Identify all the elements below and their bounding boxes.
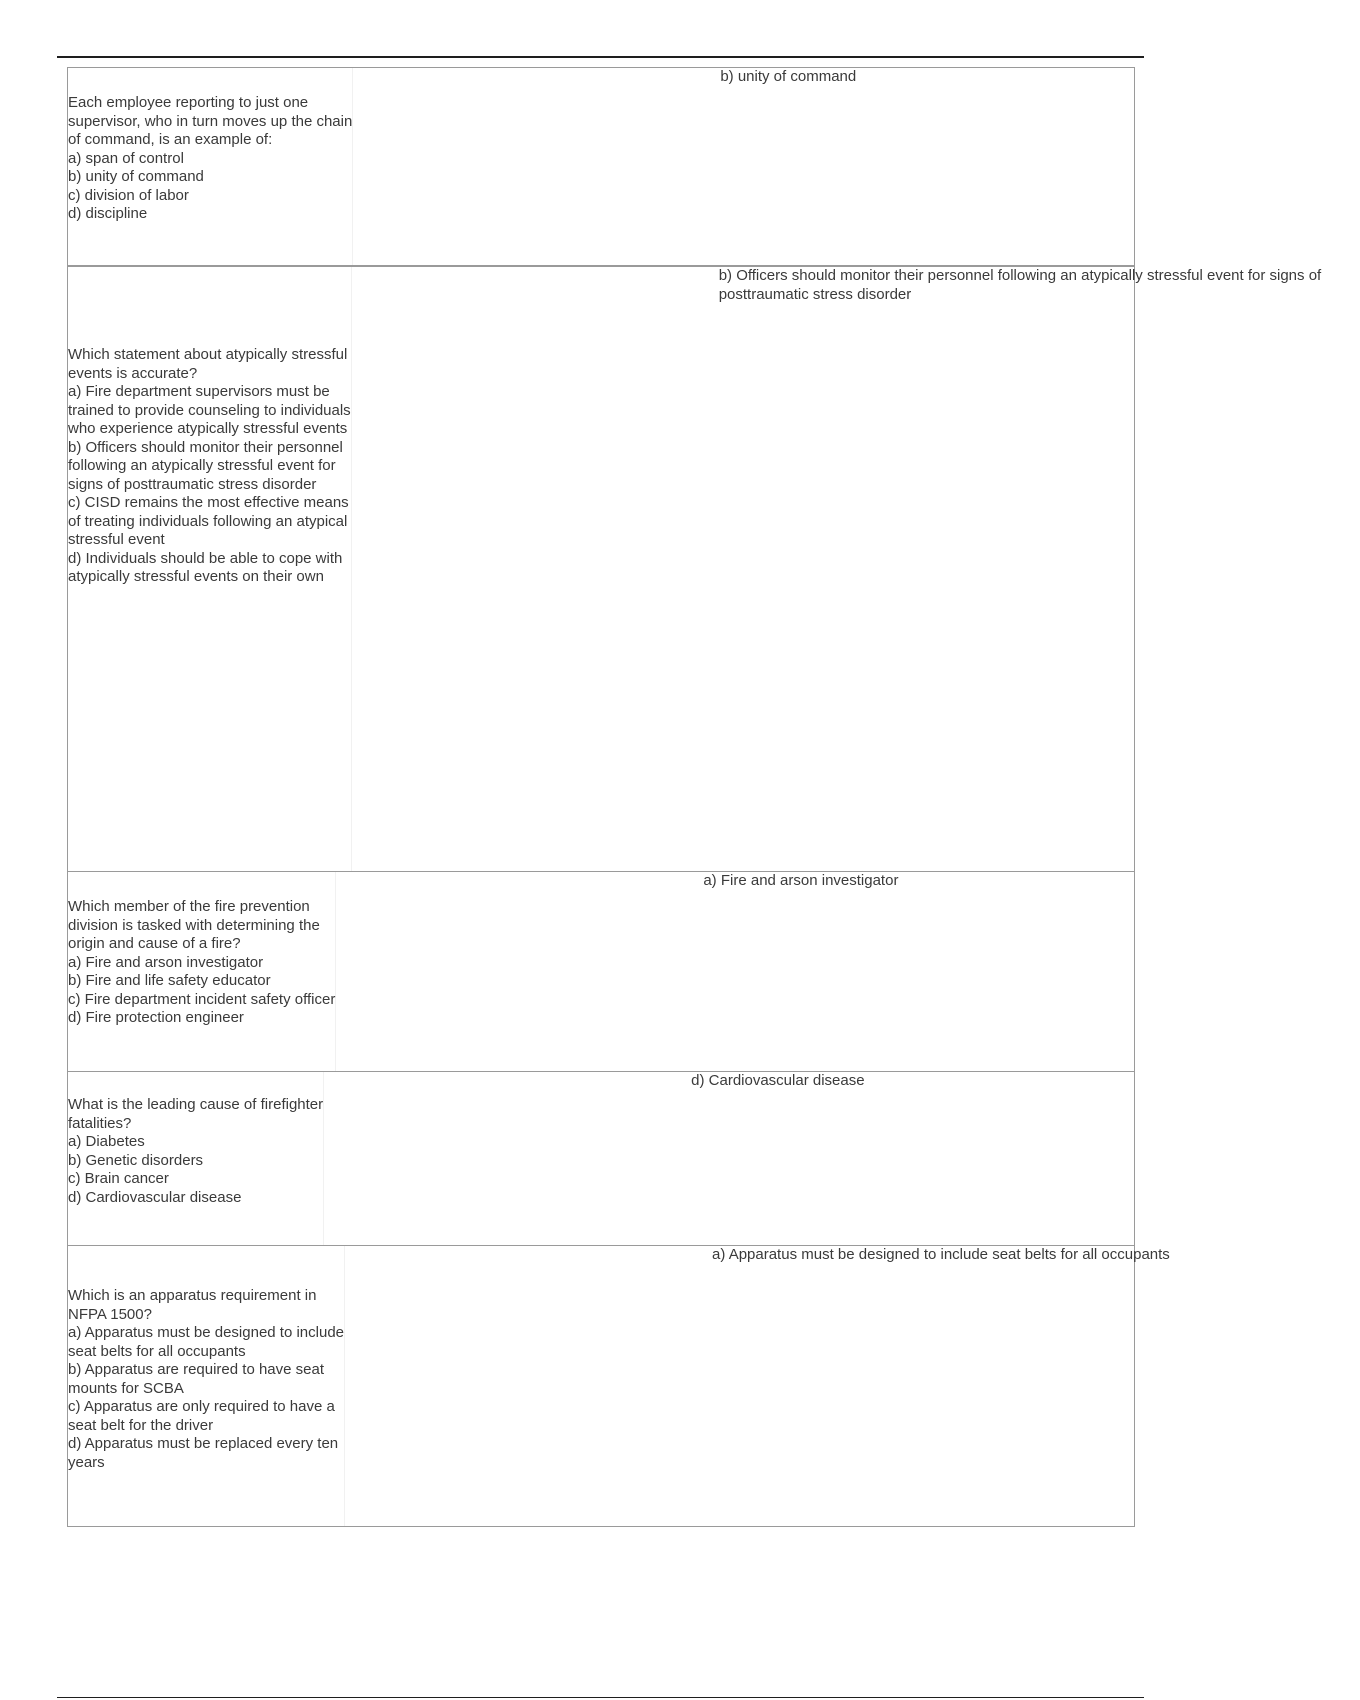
option-b: b) unity of command bbox=[68, 168, 204, 185]
option-a: a) Diabetes bbox=[68, 1133, 145, 1150]
option-d: d) discipline bbox=[68, 205, 148, 222]
question-line: years bbox=[68, 1453, 105, 1471]
option-c: c) Apparatus are only required to have a bbox=[68, 1398, 335, 1415]
answer-text: b) Officers should monitor their personnel following an atypically stressful event for signs of posttraumatic stress disorder bbox=[718, 267, 1322, 303]
header-rule bbox=[57, 56, 1144, 58]
option-b: b) Apparatus are required to have seat bbox=[68, 1361, 324, 1378]
option-d: d) Fire protection engineer bbox=[68, 1009, 244, 1026]
question-line: who experience atypically stressful events bbox=[68, 420, 348, 437]
question-line: following an atypically stressful event for bbox=[68, 457, 336, 474]
flashcard-table bbox=[67, 67, 1322, 1527]
option-a: a) span of control bbox=[68, 149, 184, 167]
answer-text: d) Cardiovascular disease bbox=[691, 1072, 865, 1089]
option-d: d) Cardiovascular disease bbox=[68, 1188, 242, 1206]
question-line: NFPA 1500? bbox=[68, 1305, 152, 1323]
option-c: c) CISD remains the most effective means bbox=[68, 494, 349, 511]
option-b: b) Genetic disorders bbox=[68, 1151, 204, 1169]
option-a: a) Fire department supervisors must be bbox=[68, 383, 330, 400]
option-d: d) Individuals should be able to cope with bbox=[68, 549, 343, 567]
option-b: b) Fire and life safety educator bbox=[68, 972, 271, 989]
question-line: of command, is an example of: bbox=[68, 131, 273, 148]
question-line: events is accurate? bbox=[68, 364, 198, 382]
question-line: seat belt for the driver bbox=[68, 1416, 214, 1434]
footer-rule bbox=[57, 1697, 1144, 1698]
flashcard-row bbox=[68, 1246, 1170, 1526]
answer-text: a) Apparatus must be designed to include seat belts for all occupants bbox=[712, 1246, 1170, 1263]
question-line: trained to provide counseling to individuals bbox=[68, 401, 351, 419]
answer-cell bbox=[0, 872, 1343, 1071]
answer-cell bbox=[0, 1072, 1331, 1245]
flashcard-row bbox=[68, 1072, 1134, 1246]
answer-cell bbox=[0, 1246, 1352, 1526]
question-line: mounts for SCBA bbox=[68, 1379, 184, 1397]
question-line: supervisor, who in turn moves up the chain bbox=[68, 112, 353, 130]
answer-cell bbox=[0, 68, 1360, 265]
question-line: Each employee reporting to just one bbox=[68, 94, 309, 111]
answer-text: b) unity of command bbox=[720, 68, 857, 85]
question-line: fatalities? bbox=[68, 1114, 132, 1132]
question-line: What is the leading cause of firefighter bbox=[68, 1096, 324, 1113]
question-line: Which member of the fire prevention bbox=[68, 898, 310, 915]
flashcard-row bbox=[68, 68, 1134, 267]
option-d: d) Apparatus must be replaced every ten bbox=[68, 1435, 339, 1452]
option-a: a) Fire and arson investigator bbox=[68, 953, 264, 971]
question-line: of treating individuals following an atypical bbox=[68, 512, 348, 530]
question-line: seat belts for all occupants bbox=[68, 1342, 246, 1360]
question-line: Which statement about atypically stressful bbox=[68, 346, 348, 363]
answer-text: a) Fire and arson investigator bbox=[703, 872, 899, 889]
question-line: atypically stressful events on their own bbox=[68, 568, 324, 585]
question-line: signs of posttraumatic stress disorder bbox=[68, 475, 317, 493]
question-line: stressful event bbox=[68, 531, 165, 548]
flashcard-row bbox=[68, 267, 1322, 872]
flashcard-row bbox=[68, 872, 1134, 1072]
option-b: b) Officers should monitor their personnel bbox=[68, 438, 343, 456]
question-line: origin and cause of a fire? bbox=[68, 935, 241, 952]
option-c: c) division of labor bbox=[68, 186, 189, 204]
question-line: division is tasked with determining the bbox=[68, 916, 320, 934]
option-c: c) Brain cancer bbox=[68, 1170, 169, 1187]
option-c: c) Fire department incident safety officer bbox=[68, 990, 336, 1008]
question-line: Which is an apparatus requirement in bbox=[68, 1287, 317, 1304]
option-a: a) Apparatus must be designed to include bbox=[68, 1324, 345, 1341]
answer-cell bbox=[0, 267, 1359, 871]
